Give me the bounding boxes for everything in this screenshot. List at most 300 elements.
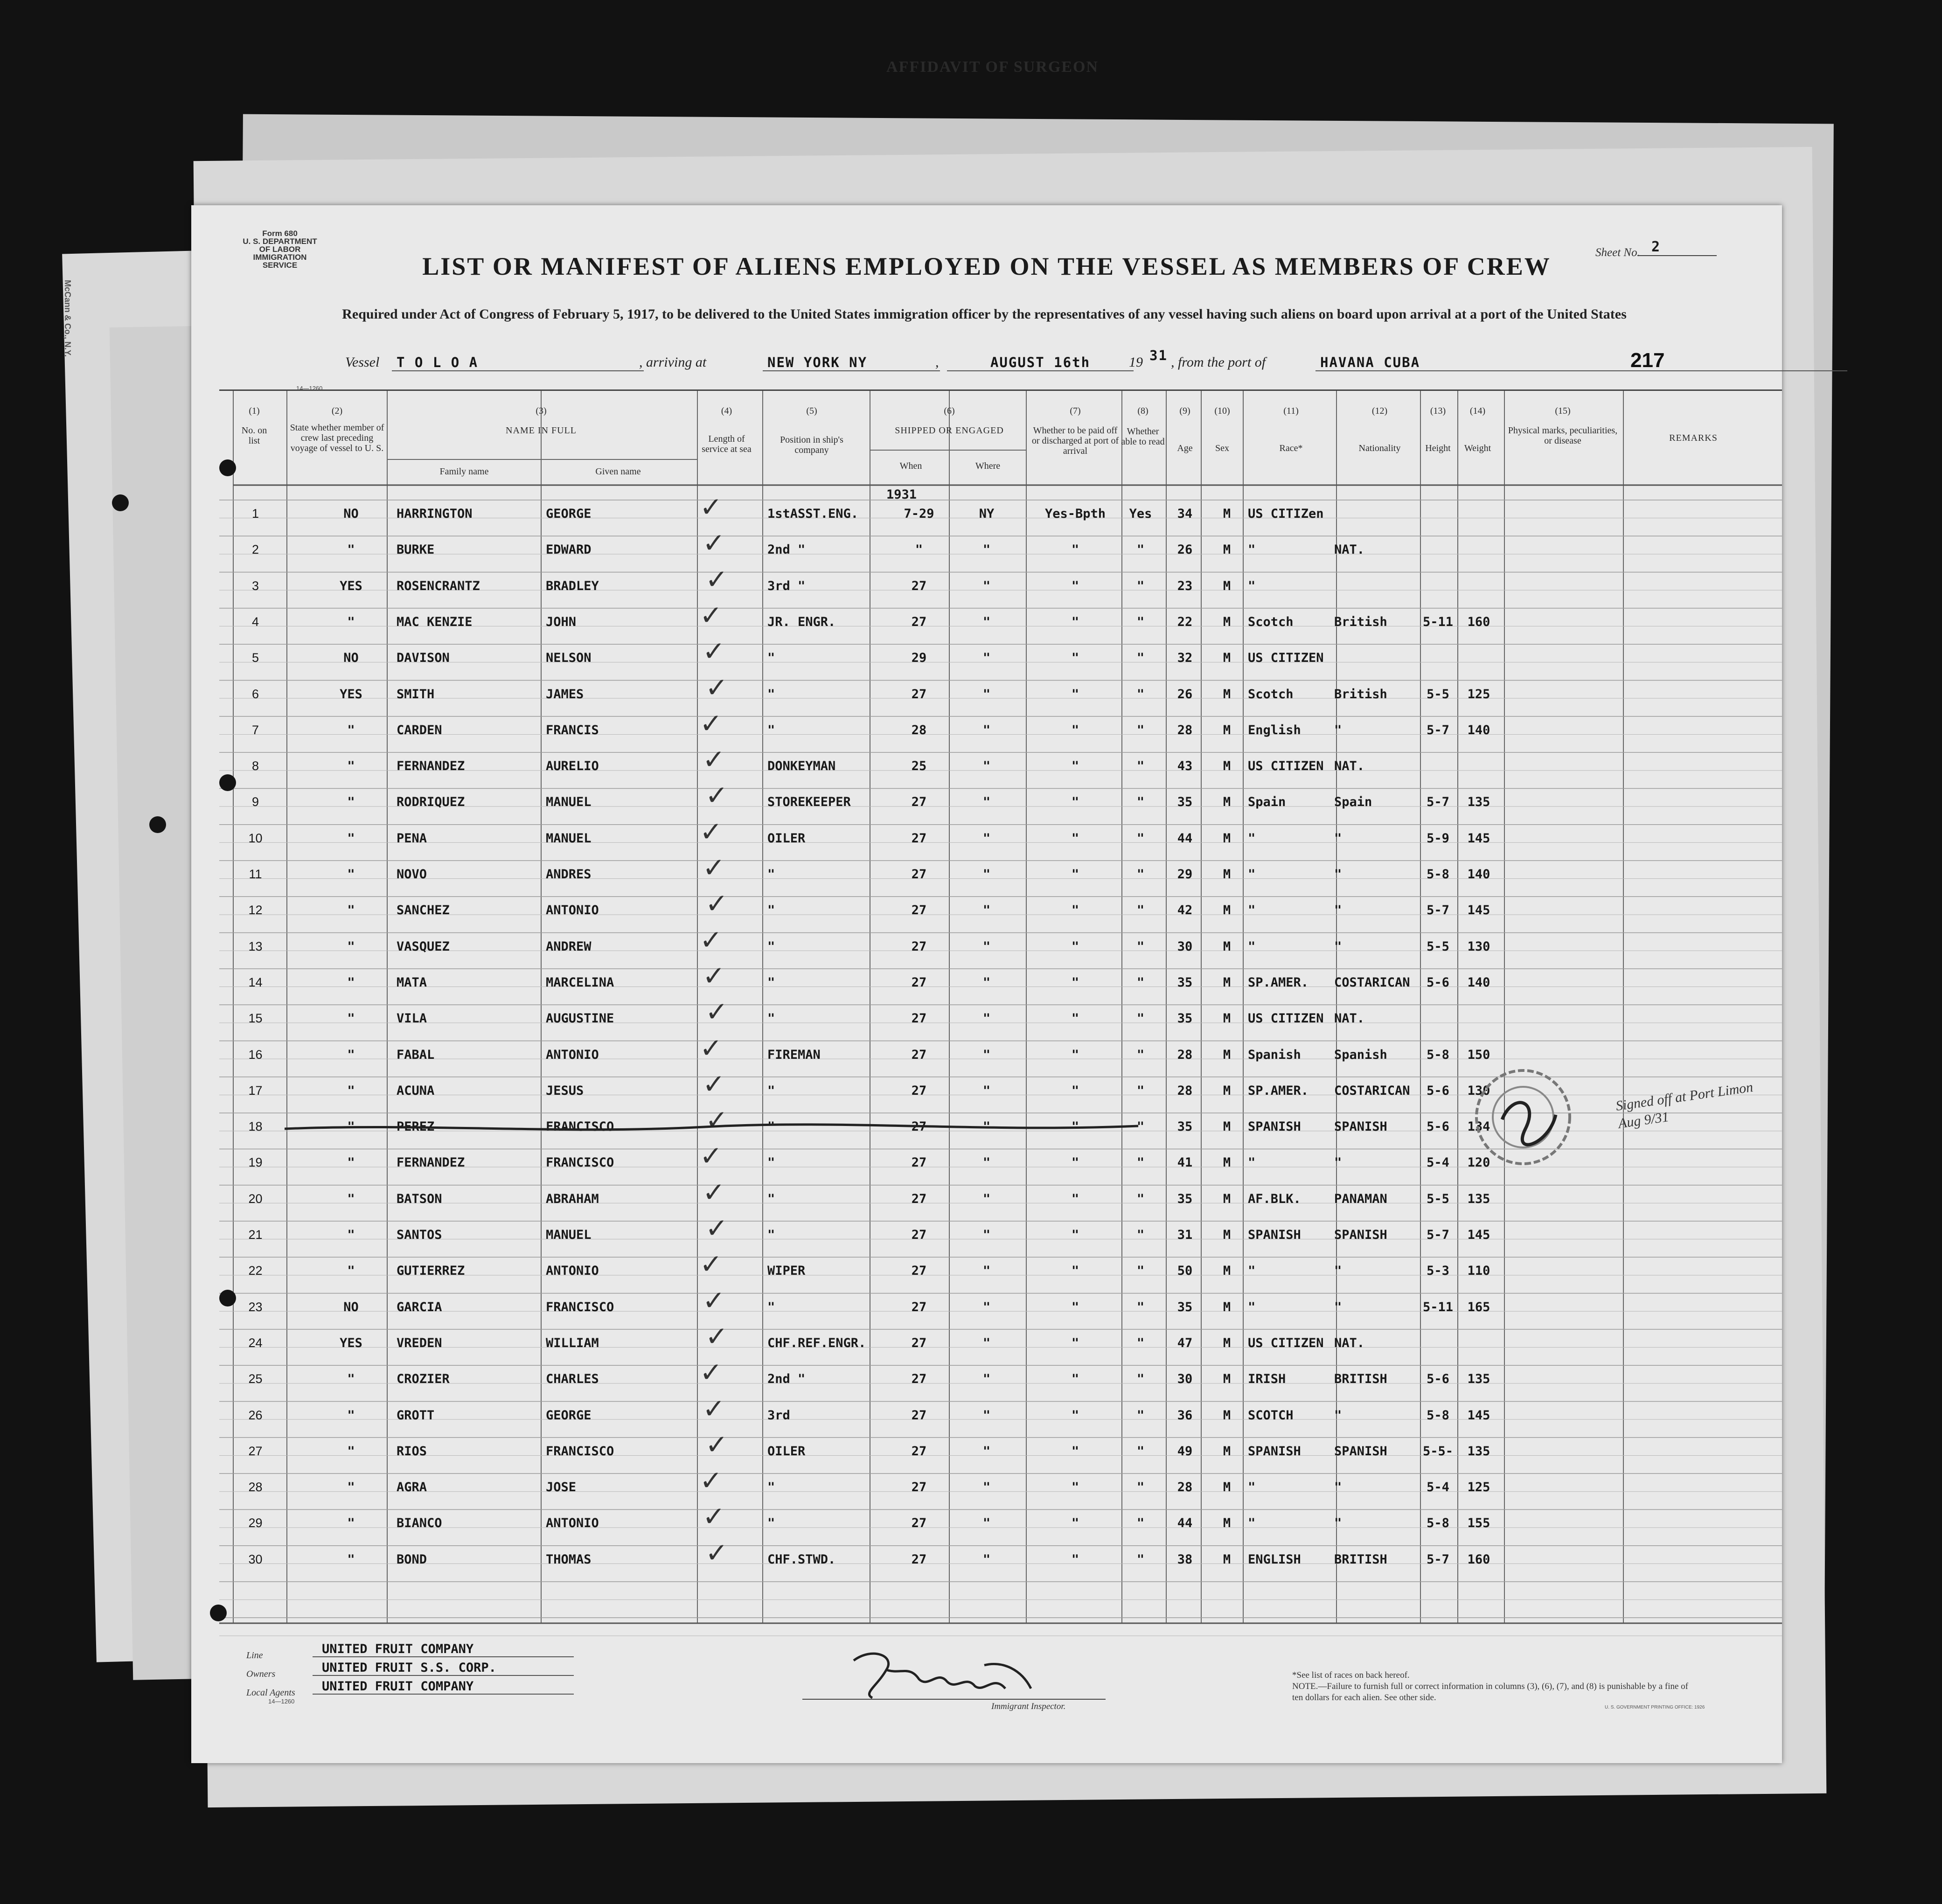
sex-cell: M bbox=[1223, 867, 1231, 882]
weight-cell: 160 bbox=[1467, 614, 1490, 629]
able-to-read-cell: " bbox=[1136, 759, 1145, 774]
given-name-cell: MANUEL bbox=[546, 831, 592, 846]
position-cell: 1stASST.ENG. bbox=[767, 507, 859, 521]
prev-voyage-cell: " bbox=[347, 1119, 355, 1134]
age-cell: 49 bbox=[1177, 1444, 1193, 1459]
row-number-cell: 30 bbox=[248, 1552, 263, 1566]
races-note: *See list of races on back hereof. bbox=[1292, 1670, 1410, 1680]
paid-off-cell: " bbox=[1071, 1299, 1079, 1314]
shipped-when-cell: 27 bbox=[911, 903, 927, 918]
family-name-cell: CROZIER bbox=[397, 1372, 450, 1387]
height-cell: 5-4 bbox=[1427, 1155, 1449, 1170]
footer-code: 14—1260 bbox=[268, 1698, 295, 1705]
position-cell: " bbox=[767, 1516, 775, 1531]
race-cell: " bbox=[1248, 1264, 1256, 1279]
sex-cell: M bbox=[1223, 975, 1231, 990]
col12-header: (12) Nationality bbox=[1358, 406, 1401, 453]
prev-voyage-cell: " bbox=[347, 1083, 355, 1098]
nationality-cell: British bbox=[1334, 687, 1387, 702]
nationality-cell: " bbox=[1334, 903, 1342, 918]
race-cell: " bbox=[1248, 542, 1256, 557]
shipped-when-cell: 27 bbox=[911, 795, 927, 810]
paid-off-cell: " bbox=[1071, 795, 1079, 810]
sex-cell: M bbox=[1223, 687, 1231, 702]
family-name-cell: SMITH bbox=[397, 687, 435, 702]
age-cell: 44 bbox=[1177, 1516, 1193, 1531]
given-name-cell: FRANCISCO bbox=[546, 1299, 614, 1314]
sex-cell: M bbox=[1223, 1516, 1231, 1531]
age-cell: 35 bbox=[1177, 1119, 1193, 1134]
height-cell: 5-5 bbox=[1427, 939, 1449, 954]
prev-voyage-cell: " bbox=[347, 831, 355, 846]
paid-off-cell: " bbox=[1071, 1191, 1079, 1206]
race-cell: US CITIZEN bbox=[1248, 651, 1324, 666]
given-name-cell: MANUEL bbox=[546, 795, 592, 810]
shipped-when-cell: 28 bbox=[911, 723, 927, 737]
age-cell: 30 bbox=[1177, 939, 1193, 954]
shipped-when-cell: 27 bbox=[911, 1480, 927, 1495]
prev-voyage-cell: " bbox=[347, 1516, 355, 1531]
age-cell: 26 bbox=[1177, 542, 1193, 557]
nationality-cell: NAT. bbox=[1334, 759, 1365, 774]
height-cell: 5-5 bbox=[1427, 1191, 1449, 1206]
service-check-icon: ✓ bbox=[705, 1104, 728, 1136]
service-check-icon: ✓ bbox=[703, 1284, 725, 1316]
sex-cell: M bbox=[1223, 542, 1231, 557]
nationality-cell: NAT. bbox=[1334, 1011, 1365, 1026]
nationality-cell: " bbox=[1334, 1516, 1342, 1531]
row-number-cell: 22 bbox=[248, 1264, 263, 1278]
col13-header: (13) Height bbox=[1425, 406, 1451, 453]
race-cell: " bbox=[1248, 1516, 1256, 1531]
height-cell: 5-7 bbox=[1427, 795, 1449, 810]
able-to-read-cell: " bbox=[1136, 1119, 1145, 1134]
service: IMMIGRATION SERVICE bbox=[253, 253, 307, 270]
page-title: LIST OR MANIFEST OF ALIENS EMPLOYED ON THE VESSEL AS MEMBERS OF CREW bbox=[422, 252, 1551, 280]
service-check-icon: ✓ bbox=[703, 527, 725, 559]
family-name-cell: BURKE bbox=[397, 542, 435, 557]
paid-off-cell: " bbox=[1071, 1335, 1079, 1350]
race-cell: Scotch bbox=[1248, 614, 1294, 629]
age-cell: 42 bbox=[1177, 903, 1193, 918]
able-to-read-cell: " bbox=[1136, 1408, 1145, 1423]
vessel-label: Vessel bbox=[345, 354, 380, 370]
prev-voyage-cell: " bbox=[347, 542, 355, 557]
family-name-cell: CARDEN bbox=[397, 723, 442, 737]
given-name-cell: FRANCISCO bbox=[546, 1444, 614, 1459]
shipped-where-cell: " bbox=[982, 975, 991, 990]
sex-cell: M bbox=[1223, 651, 1231, 666]
row-number-cell: 9 bbox=[251, 795, 259, 809]
prev-voyage-cell: " bbox=[347, 759, 355, 774]
weight-cell: 134 bbox=[1467, 1119, 1490, 1134]
nationality-cell: British bbox=[1334, 614, 1387, 629]
family-name-cell: FERNANDEZ bbox=[397, 759, 465, 774]
position-cell: " bbox=[767, 1119, 775, 1134]
prev-voyage-cell: YES bbox=[340, 687, 362, 702]
service-check-icon: ✓ bbox=[703, 852, 725, 883]
given-name-cell: BRADLEY bbox=[546, 578, 599, 593]
nationality-cell: " bbox=[1334, 1264, 1342, 1279]
shipped-where-cell: " bbox=[982, 651, 991, 666]
position-cell: " bbox=[767, 939, 775, 954]
row-number-cell: 27 bbox=[248, 1444, 263, 1458]
family-name-cell: BATSON bbox=[397, 1191, 442, 1206]
able-to-read-cell: " bbox=[1136, 939, 1145, 954]
service-check-icon: ✓ bbox=[700, 1032, 723, 1064]
position-cell: 2nd " bbox=[767, 542, 806, 557]
weight-cell: 145 bbox=[1467, 903, 1490, 918]
edge-printer-text: McCann & Co., N.Y. bbox=[63, 280, 72, 357]
weight-cell: 135 bbox=[1467, 795, 1490, 810]
shipped-when-cell: 27 bbox=[911, 687, 927, 702]
height-cell: 5-9 bbox=[1427, 831, 1449, 846]
nationality-cell: NAT. bbox=[1334, 542, 1365, 557]
prev-voyage-cell: YES bbox=[340, 578, 362, 593]
prev-voyage-cell: " bbox=[347, 1155, 355, 1170]
prev-voyage-cell: " bbox=[347, 614, 355, 629]
vessel-name: T O L O A bbox=[392, 354, 644, 371]
sex-cell: M bbox=[1223, 1083, 1231, 1098]
family-name-cell: BOND bbox=[397, 1552, 427, 1567]
row-number-cell: 19 bbox=[248, 1155, 263, 1170]
position-cell: STOREKEEPER bbox=[767, 795, 851, 810]
col3-header: (3) NAME IN FULL bbox=[506, 406, 577, 436]
nationality-cell: COSTARICAN bbox=[1334, 1083, 1410, 1098]
punch-hole bbox=[210, 1605, 227, 1621]
shipped-when-cell: 27 bbox=[911, 939, 927, 954]
service-check-icon: ✓ bbox=[700, 924, 723, 956]
shipped-when-cell: 27 bbox=[911, 1552, 927, 1567]
height-cell: 5-8 bbox=[1427, 1408, 1449, 1423]
row-number-cell: 3 bbox=[251, 578, 259, 593]
family-name-cell: GUTIERREZ bbox=[397, 1264, 465, 1279]
race-cell: US CITIZEN bbox=[1248, 759, 1324, 774]
shipped-when-cell: 27 bbox=[911, 1011, 927, 1026]
able-to-read-cell: " bbox=[1136, 1516, 1145, 1531]
shipped-when-cell: 29 bbox=[911, 651, 927, 666]
family-name-cell: RODRIQUEZ bbox=[397, 795, 465, 810]
col14-header: (14) Weight bbox=[1464, 406, 1491, 453]
race-cell: US CITIZEN bbox=[1248, 1011, 1324, 1026]
row-number-cell: 4 bbox=[251, 614, 259, 629]
shipped-when-cell: 27 bbox=[911, 975, 927, 990]
owners-label: Owners bbox=[246, 1669, 276, 1679]
given-name-cell: ANTONIO bbox=[546, 1516, 599, 1531]
affidavit-title: AFFIDAVIT OF SURGEON bbox=[886, 58, 1099, 76]
service-check-icon: ✓ bbox=[703, 1392, 725, 1425]
family-name-cell: MATA bbox=[397, 975, 427, 990]
position-cell: " bbox=[767, 1083, 775, 1098]
able-to-read-cell: " bbox=[1136, 1155, 1145, 1170]
row-number-cell: 14 bbox=[248, 975, 263, 989]
shipped-when-cell: 27 bbox=[911, 1444, 927, 1459]
agents-value: UNITED FRUIT COMPANY bbox=[313, 1679, 574, 1695]
able-to-read-cell: " bbox=[1136, 903, 1145, 918]
paid-off-cell: " bbox=[1071, 1155, 1079, 1170]
family-name-header: Family name bbox=[439, 466, 489, 477]
col6-header: (6) SHIPPED OR ENGAGED bbox=[895, 406, 1004, 436]
list-number: 217 bbox=[1630, 349, 1665, 372]
family-name-cell: NOVO bbox=[397, 867, 427, 882]
when-header: When bbox=[899, 461, 922, 471]
col5-header: (5) Position in ship's company bbox=[780, 406, 843, 455]
shipped-where-cell: " bbox=[982, 1047, 991, 1062]
age-cell: 28 bbox=[1177, 1480, 1193, 1495]
prev-voyage-cell: " bbox=[347, 975, 355, 990]
shipped-where-cell: " bbox=[982, 542, 991, 557]
row-number-cell: 26 bbox=[248, 1408, 263, 1422]
nationality-cell: " bbox=[1334, 867, 1342, 882]
nationality-cell: PANAMAN bbox=[1334, 1191, 1387, 1206]
age-cell: 28 bbox=[1177, 723, 1193, 737]
sheet-number: 2 bbox=[1637, 239, 1717, 256]
age-cell: 31 bbox=[1177, 1228, 1193, 1242]
weight-cell: 165 bbox=[1467, 1299, 1490, 1314]
shipped-where-cell: " bbox=[982, 1155, 991, 1170]
position-cell: OILER bbox=[767, 831, 806, 846]
row-number-cell: 17 bbox=[248, 1083, 263, 1098]
able-to-read-cell: " bbox=[1136, 1011, 1145, 1026]
able-to-read-cell: " bbox=[1136, 1552, 1145, 1567]
row-number-cell: 12 bbox=[248, 903, 263, 917]
service-check-icon: ✓ bbox=[705, 888, 728, 920]
given-name-cell: WILLIAM bbox=[546, 1335, 599, 1350]
age-cell: 32 bbox=[1177, 651, 1193, 666]
shipped-where-cell: " bbox=[982, 1191, 991, 1206]
nationality-cell: " bbox=[1334, 939, 1342, 954]
shipped-when-cell: 27 bbox=[911, 1516, 927, 1531]
service-check-icon: ✓ bbox=[705, 996, 728, 1028]
able-to-read-cell: " bbox=[1136, 795, 1145, 810]
sex-cell: M bbox=[1223, 759, 1231, 774]
prev-voyage-cell: " bbox=[347, 1552, 355, 1567]
position-cell: OILER bbox=[767, 1444, 806, 1459]
prev-voyage-cell: NO bbox=[343, 1299, 359, 1314]
height-cell: 5-6 bbox=[1427, 1119, 1449, 1134]
arriving-label: , arriving at bbox=[639, 354, 707, 370]
sex-cell: M bbox=[1223, 1119, 1231, 1134]
given-name-cell: JOHN bbox=[546, 614, 577, 629]
age-cell: 26 bbox=[1177, 687, 1193, 702]
age-cell: 36 bbox=[1177, 1408, 1193, 1423]
col8-header: (8) Whether able to read bbox=[1121, 406, 1165, 447]
weight-cell: 110 bbox=[1467, 1264, 1490, 1279]
row-number-cell: 11 bbox=[249, 867, 262, 881]
race-cell: SPANISH bbox=[1248, 1228, 1301, 1242]
service-check-icon: ✓ bbox=[700, 1465, 723, 1497]
position-cell: " bbox=[767, 723, 775, 737]
family-name-cell: BIANCO bbox=[397, 1516, 442, 1531]
given-name-cell: ANTONIO bbox=[546, 1264, 599, 1279]
position-cell: " bbox=[767, 1155, 775, 1170]
service-check-icon: ✓ bbox=[703, 635, 725, 667]
shipped-where-cell: " bbox=[982, 1516, 991, 1531]
row-number-cell: 5 bbox=[251, 651, 259, 665]
weight-cell: 135 bbox=[1467, 1372, 1490, 1387]
able-to-read-cell: " bbox=[1136, 975, 1145, 990]
nationality-cell: " bbox=[1334, 1408, 1342, 1423]
given-name-cell: ANTONIO bbox=[546, 1047, 599, 1062]
paid-off-cell: " bbox=[1071, 1372, 1079, 1387]
paid-off-cell: " bbox=[1071, 651, 1079, 666]
paid-off-cell: " bbox=[1071, 1083, 1079, 1098]
nationality-cell: " bbox=[1334, 1480, 1342, 1495]
race-cell: SP.AMER. bbox=[1248, 1083, 1309, 1098]
position-cell: " bbox=[767, 867, 775, 882]
able-to-read-cell: " bbox=[1136, 1480, 1145, 1495]
shipped-where-cell: " bbox=[982, 939, 991, 954]
punch-hole bbox=[149, 816, 166, 833]
shipped-when-cell: 27 bbox=[911, 1372, 927, 1387]
shipped-where-cell: " bbox=[982, 903, 991, 918]
weight-cell: 140 bbox=[1467, 975, 1490, 990]
row-number-cell: 15 bbox=[248, 1011, 263, 1026]
nationality-cell: SPANISH bbox=[1334, 1119, 1387, 1134]
inspector-signature bbox=[844, 1642, 1040, 1707]
paid-off-cell: " bbox=[1071, 614, 1079, 629]
given-name-cell: ANDREW bbox=[546, 939, 592, 954]
height-cell: 5-5 bbox=[1427, 687, 1449, 702]
family-name-cell: VASQUEZ bbox=[397, 939, 450, 954]
given-name-cell: JESUS bbox=[546, 1083, 584, 1098]
age-cell: 28 bbox=[1177, 1047, 1193, 1062]
paid-off-cell: " bbox=[1071, 578, 1079, 593]
shipped-where-cell: " bbox=[982, 1299, 991, 1314]
age-cell: 34 bbox=[1177, 507, 1193, 521]
weight-cell: 145 bbox=[1467, 831, 1490, 846]
inspector-label: Immigrant Inspector. bbox=[991, 1702, 1066, 1711]
race-cell: " bbox=[1248, 831, 1256, 846]
nationality-cell: " bbox=[1334, 1299, 1342, 1314]
able-to-read-cell: " bbox=[1136, 1228, 1145, 1242]
shipped-where-cell: " bbox=[982, 1480, 991, 1495]
age-cell: 35 bbox=[1177, 1011, 1193, 1026]
remarks-header: REMARKS bbox=[1669, 433, 1718, 443]
prev-voyage-cell: YES bbox=[340, 1335, 362, 1350]
family-name-cell: ACUNA bbox=[397, 1083, 435, 1098]
given-name-cell: AURELIO bbox=[546, 759, 599, 774]
shipped-where-cell: " bbox=[982, 1372, 991, 1387]
age-cell: 22 bbox=[1177, 614, 1193, 629]
row-number-cell: 6 bbox=[251, 687, 259, 701]
position-cell: " bbox=[767, 1299, 775, 1314]
service-check-icon: ✓ bbox=[705, 671, 728, 703]
paid-off-cell: " bbox=[1071, 1408, 1079, 1423]
given-name-cell: AUGUSTINE bbox=[546, 1011, 614, 1026]
sex-cell: M bbox=[1223, 1299, 1231, 1314]
sex-cell: M bbox=[1223, 1011, 1231, 1026]
col10-header: (10) Sex bbox=[1214, 406, 1230, 453]
height-cell: 5-4 bbox=[1427, 1480, 1449, 1495]
shipped-where-cell: " bbox=[982, 614, 991, 629]
prev-voyage-cell: " bbox=[347, 1372, 355, 1387]
penalty-note: NOTE.—Failure to furnish full or correct information in columns (3), (6), (7), and (8) is punishable by a fine of ten dollars for each alien. See other side. bbox=[1292, 1682, 1688, 1702]
prev-voyage-cell: " bbox=[347, 1264, 355, 1279]
able-to-read-cell: " bbox=[1136, 831, 1145, 846]
service-check-icon: ✓ bbox=[705, 1320, 728, 1352]
family-name-cell: MAC KENZIE bbox=[397, 614, 473, 629]
weight-cell: 155 bbox=[1467, 1516, 1490, 1531]
position-cell: " bbox=[767, 903, 775, 918]
position-cell: " bbox=[767, 1191, 775, 1206]
race-cell: " bbox=[1248, 939, 1256, 954]
paid-off-cell: " bbox=[1071, 1119, 1079, 1134]
shipped-when-cell: 27 bbox=[911, 1047, 927, 1062]
sex-cell: M bbox=[1223, 903, 1231, 918]
given-name-cell: ANDRES bbox=[546, 867, 592, 882]
row-number-cell: 23 bbox=[248, 1299, 263, 1314]
able-to-read-cell: " bbox=[1136, 723, 1145, 737]
paid-off-cell: " bbox=[1071, 542, 1079, 557]
race-cell: " bbox=[1248, 903, 1256, 918]
position-cell: " bbox=[767, 975, 775, 990]
shipped-when-cell: " bbox=[915, 542, 923, 557]
age-cell: 38 bbox=[1177, 1552, 1193, 1567]
shipped-where-cell: " bbox=[982, 795, 991, 810]
prev-voyage-cell: NO bbox=[343, 507, 359, 521]
able-to-read-cell: " bbox=[1136, 1264, 1145, 1279]
col1-header: (1) No. on list bbox=[241, 406, 267, 446]
shipped-where-cell: " bbox=[982, 578, 991, 593]
prev-voyage-cell: " bbox=[347, 939, 355, 954]
service-check-icon: ✓ bbox=[700, 1140, 723, 1172]
shipped-when-cell: 27 bbox=[911, 1264, 927, 1279]
given-name-cell: FRANCISCO bbox=[546, 1119, 614, 1134]
height-cell: 5-8 bbox=[1427, 867, 1449, 882]
family-name-cell: SANTOS bbox=[397, 1228, 442, 1242]
paid-off-cell: " bbox=[1071, 723, 1079, 737]
shipped-year: 1931 bbox=[886, 487, 917, 502]
from-port: HAVANA CUBA bbox=[1316, 354, 1847, 371]
service-check-icon: ✓ bbox=[705, 563, 728, 595]
prev-voyage-cell: " bbox=[347, 1011, 355, 1026]
from-label: , from the port of bbox=[1171, 354, 1266, 370]
nationality-cell: " bbox=[1334, 1155, 1342, 1170]
shipped-when-cell: 27 bbox=[911, 1408, 927, 1423]
nationality-cell: NAT. bbox=[1334, 1335, 1365, 1350]
position-cell: " bbox=[767, 1011, 775, 1026]
service-check-icon: ✓ bbox=[705, 779, 728, 812]
family-name-cell: RIOS bbox=[397, 1444, 427, 1459]
nationality-cell: Spanish bbox=[1334, 1047, 1387, 1062]
race-cell: " bbox=[1248, 1299, 1256, 1314]
service-check-icon: ✓ bbox=[705, 1212, 728, 1244]
position-cell: WIPER bbox=[767, 1264, 806, 1279]
height-cell: 5-7 bbox=[1427, 1228, 1449, 1242]
given-name-cell: CHARLES bbox=[546, 1372, 599, 1387]
given-name-cell: ANTONIO bbox=[546, 903, 599, 918]
race-cell: Spanish bbox=[1248, 1047, 1301, 1062]
prev-voyage-cell: " bbox=[347, 1228, 355, 1242]
paid-off-cell: " bbox=[1071, 831, 1079, 846]
shipped-when-cell: 7-29 bbox=[904, 507, 934, 521]
able-to-read-cell: " bbox=[1136, 542, 1145, 557]
height-cell: 5-8 bbox=[1427, 1516, 1449, 1531]
race-cell: ENGLISH bbox=[1248, 1552, 1301, 1567]
paid-off-cell: " bbox=[1071, 867, 1079, 882]
sex-cell: M bbox=[1223, 1155, 1231, 1170]
given-name-cell: GEORGE bbox=[546, 507, 592, 521]
age-cell: 41 bbox=[1177, 1155, 1193, 1170]
service-check-icon: ✓ bbox=[703, 744, 725, 776]
sex-cell: M bbox=[1223, 1335, 1231, 1350]
position-cell: DONKEYMAN bbox=[767, 759, 836, 774]
position-cell: CHF.STWD. bbox=[767, 1552, 836, 1567]
able-to-read-cell: " bbox=[1136, 614, 1145, 629]
shipped-where-cell: " bbox=[982, 1083, 991, 1098]
row-number-cell: 10 bbox=[248, 831, 263, 845]
